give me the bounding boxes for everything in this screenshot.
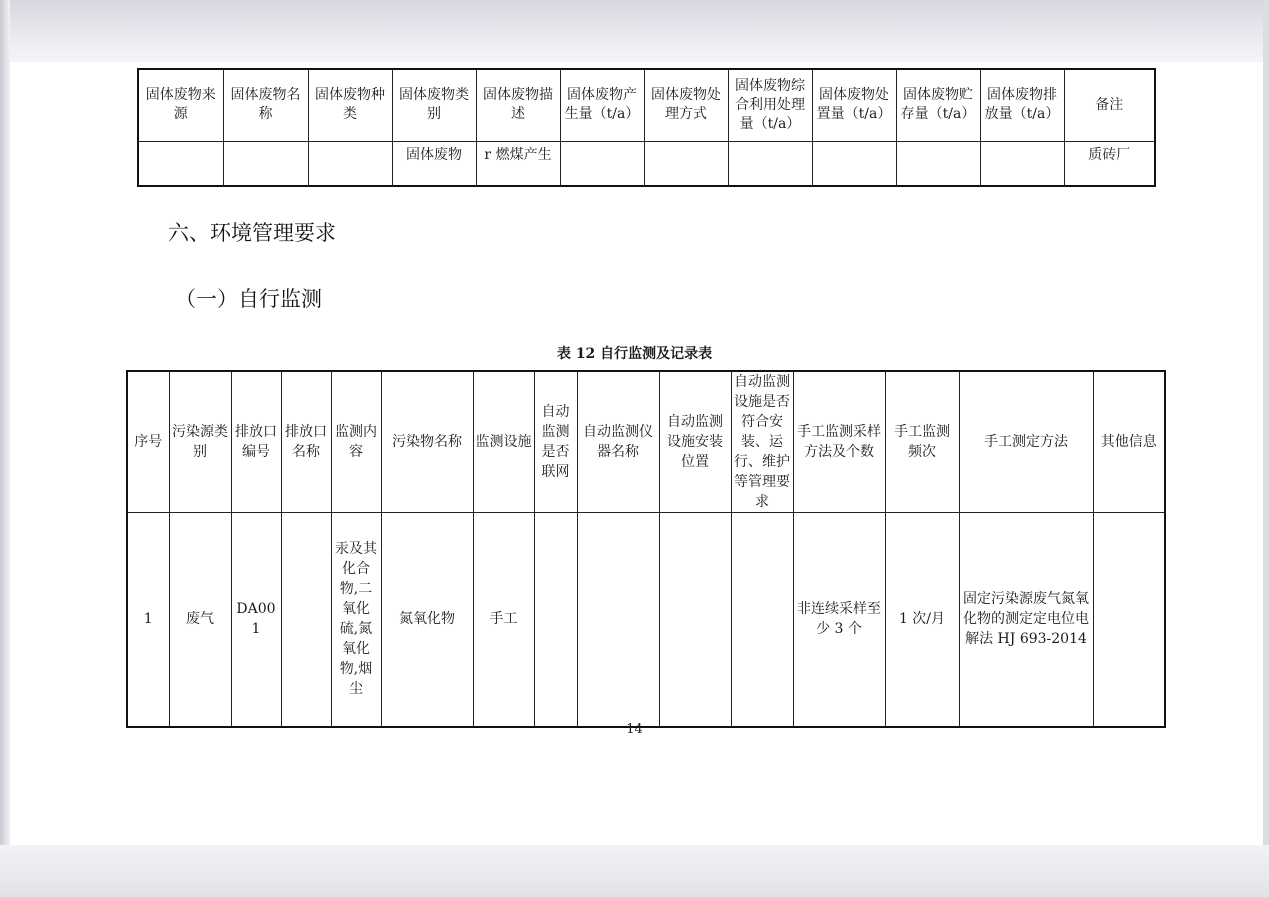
header-cell: 手工监测频次 [885, 371, 959, 513]
scan-shadow-bottom [0, 845, 1269, 897]
table-cell: 非连续采样至少 3 个 [793, 513, 885, 727]
table-cell: r 燃煤产生 [476, 141, 560, 186]
table-cell: 质砖厂 [1064, 141, 1155, 186]
header-cell: 污染源类别 [169, 371, 231, 513]
subsection-heading: （一）自行监测 [175, 287, 322, 311]
header-cell: 自动监测设施安装位置 [659, 371, 731, 513]
header-cell: 排放口编号 [231, 371, 281, 513]
header-cell: 序号 [127, 371, 169, 513]
table-cell [659, 513, 731, 727]
page-number: 14 [626, 722, 643, 737]
table-cell [534, 513, 577, 727]
table-cell [1093, 513, 1165, 727]
table-cell: 固体废物 [392, 141, 476, 186]
header-cell: 自动监测仪器名称 [577, 371, 659, 513]
header-cell: 固体废物处理方式 [644, 69, 728, 141]
table-row [127, 513, 1165, 727]
table-cell: 手工 [473, 513, 534, 727]
table-row [138, 141, 1155, 186]
header-cell: 固体废物处置量（t/a） [812, 69, 896, 141]
header-cell: 固体废物产生量（t/a） [560, 69, 644, 141]
scan-shadow-top [0, 0, 1269, 62]
table-cell: 1 次/月 [885, 513, 959, 727]
table-cell: DA001 [231, 513, 281, 727]
header-cell: 固体废物排放量（t/a） [980, 69, 1064, 141]
table-cell [308, 141, 392, 186]
header-cell: 监测内容 [331, 371, 381, 513]
table-cell: 汞及其化合物,二氧化硫,氮氧化物,烟尘 [331, 513, 381, 727]
header-cell: 排放口名称 [281, 371, 331, 513]
table-cell: 固定污染源废气氮氧化物的测定定电位电解法 HJ 693-2014 [959, 513, 1093, 727]
table-cell [896, 141, 980, 186]
table-header-row [127, 371, 1165, 513]
table-cell [138, 141, 223, 186]
solid-waste-table [137, 68, 1156, 187]
table-cell [577, 513, 659, 727]
header-cell: 污染物名称 [381, 371, 473, 513]
header-cell: 监测设施 [473, 371, 534, 513]
header-cell: 手工测定方法 [959, 371, 1093, 513]
self-monitoring-table [126, 370, 1166, 728]
header-cell: 其他信息 [1093, 371, 1165, 513]
table-cell: 1 [127, 513, 169, 727]
header-cell: 固体废物名称 [223, 69, 308, 141]
table-cell [980, 141, 1064, 186]
header-cell: 固体废物类别 [392, 69, 476, 141]
scan-shadow-left [0, 0, 10, 897]
table-cell [281, 513, 331, 727]
header-cell: 自动监测是否联网 [534, 371, 577, 513]
header-cell: 固体废物综合利用处理量（t/a） [728, 69, 812, 141]
header-cell: 固体废物来源 [138, 69, 223, 141]
table-header-row [138, 69, 1155, 141]
table-cell [644, 141, 728, 186]
table-cell: 废气 [169, 513, 231, 727]
header-cell: 备注 [1064, 69, 1155, 141]
table-cell [731, 513, 793, 727]
table-cell [223, 141, 308, 186]
header-cell: 固体废物描述 [476, 69, 560, 141]
header-cell: 固体废物种类 [308, 69, 392, 141]
table-cell [560, 141, 644, 186]
table-cell: 氮氧化物 [381, 513, 473, 727]
header-cell: 自动监测设施是否符合安装、运行、维护等管理要求 [731, 371, 793, 513]
header-cell: 固体废物贮存量（t/a） [896, 69, 980, 141]
header-cell: 手工监测采样方法及个数 [793, 371, 885, 513]
table-cell [812, 141, 896, 186]
table-caption: 表 12 自行监测及记录表 [556, 346, 713, 362]
table-cell [728, 141, 812, 186]
scan-shadow-right [1263, 0, 1269, 897]
section-heading: 六、环境管理要求 [168, 221, 336, 245]
